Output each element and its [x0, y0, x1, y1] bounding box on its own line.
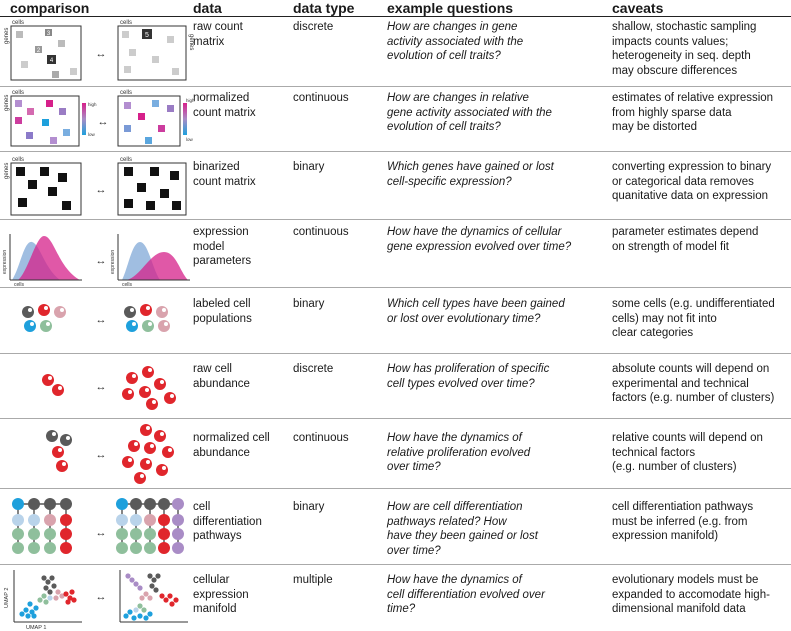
nucleus: [168, 448, 172, 452]
nucleus: [164, 322, 168, 326]
cell: [158, 514, 170, 526]
differentiation-pathways-figure: [0, 490, 192, 564]
nucleus: [145, 388, 149, 392]
caveat: relative counts will depend on technical factors (e.g. number of clusters): [612, 432, 763, 473]
matrix-cell: [59, 108, 66, 115]
example-question: Which genes have gained or lost cell-specific expression?: [387, 161, 554, 188]
nucleus: [160, 380, 164, 384]
umap2-label: UMAP 2: [4, 587, 10, 608]
nucleus: [128, 458, 132, 462]
cell: [12, 528, 24, 540]
cell: [126, 320, 138, 332]
cell: [172, 498, 184, 510]
nucleus: [152, 400, 156, 404]
nucleus: [66, 436, 70, 440]
nucleus: [44, 306, 48, 310]
data-type: continuous: [293, 92, 349, 104]
compare-arrow-icon: ↔: [95, 591, 107, 603]
cell-cluster-right: [124, 304, 170, 332]
nucleus: [130, 308, 134, 312]
compare-arrow-icon: ↔: [95, 449, 107, 461]
matrix-cell: [63, 129, 70, 136]
matrix-cell: [52, 71, 59, 78]
nucleus: [132, 374, 136, 378]
caveat: shallow, stochastic sampling impacts counts values; heterogeneity in seq. depth may obscure differences: [612, 21, 757, 77]
cell: [44, 514, 56, 526]
genes-label: genes: [4, 162, 10, 179]
umap-points-right: [123, 573, 178, 620]
scale-low-label: low: [88, 132, 95, 137]
caveat: absolute counts will depend on experimental and technical factors (e.g. number of clusters): [612, 363, 775, 404]
row-divider: [0, 418, 791, 419]
matrix-cell: [124, 167, 133, 176]
matrix-cell: [62, 201, 71, 210]
binarized-count-matrix-figure: [0, 153, 192, 219]
matrix-cell: [28, 180, 37, 189]
cell: [28, 528, 40, 540]
count-value: 5: [145, 32, 149, 39]
matrix-cell: [160, 189, 169, 198]
cell: [140, 424, 152, 436]
expression-axis-label: expression: [2, 249, 8, 274]
normalized-abundance-figure: [0, 420, 192, 488]
nucleus: [52, 432, 56, 436]
cell: [126, 372, 138, 384]
cell: [128, 440, 140, 452]
cell: [44, 542, 56, 554]
nucleus: [140, 474, 144, 478]
matrix-cell: [50, 137, 57, 144]
matrix-cell: [15, 100, 22, 107]
nucleus: [62, 462, 66, 466]
header-data-type: data type: [293, 0, 355, 16]
matrix-cell: [18, 198, 27, 207]
matrix-cell: [122, 31, 129, 38]
caveat: parameter estimates depend on strength of model fit: [612, 226, 759, 253]
nucleus: [58, 448, 62, 452]
data-label: raw count matrix: [193, 21, 243, 48]
umap-points-left: [19, 575, 76, 618]
data-label: raw cell abundance: [193, 363, 250, 390]
cells-label: cells: [12, 157, 25, 163]
expression-axis-label: expression: [110, 249, 116, 274]
cell: [38, 304, 50, 316]
cell: [40, 320, 52, 332]
umap-manifold-figure: [0, 566, 192, 631]
cell: [164, 392, 176, 404]
header-example-questions: example questions: [387, 0, 514, 16]
cell: [162, 446, 174, 458]
red-cells-right: [122, 366, 176, 410]
genes-label: genes: [4, 27, 10, 44]
cell: [116, 542, 128, 554]
compare-arrow-icon: ↔: [95, 184, 107, 196]
compare-arrow-icon: ↔: [97, 116, 109, 128]
cell: [12, 498, 24, 510]
nucleus: [48, 376, 52, 380]
genes-label: genes: [188, 34, 194, 51]
nucleus: [146, 460, 150, 464]
compare-arrow-icon: ↔: [95, 527, 107, 539]
lineage-tree-left: [18, 504, 66, 548]
umap1-label: UMAP 1: [26, 625, 47, 631]
cells-right: [122, 424, 174, 484]
matrix-cell: [146, 201, 155, 210]
nucleus: [128, 390, 132, 394]
labeled-populations-figure: [0, 290, 192, 352]
compare-arrow-icon: ↔: [95, 255, 107, 267]
cell: [44, 528, 56, 540]
data-label: expression model parameters: [193, 226, 252, 267]
matrix-cell: [167, 36, 174, 43]
matrix-cell: [124, 102, 131, 109]
matrix-cell: [21, 61, 28, 68]
caveat: converting expression to binary or categorical data removes quanitative data on expression: [612, 161, 772, 202]
nucleus: [160, 432, 164, 436]
cell: [156, 464, 168, 476]
header-comparison: comparison: [10, 0, 90, 16]
row-divider: [0, 564, 791, 565]
cell: [144, 442, 156, 454]
nucleus: [146, 306, 150, 310]
cell: [22, 306, 34, 318]
count-value: 3: [46, 31, 51, 37]
example-question: How have the dynamics of cellular gene expression evolved over time?: [387, 226, 572, 253]
data-type: discrete: [293, 21, 334, 33]
data-label: labeled cell populations: [193, 298, 252, 325]
cell: [54, 306, 66, 318]
cells-label: cells: [120, 157, 133, 163]
example-question: How are changes in gene activity associated with the evolution of cell traits?: [387, 21, 524, 62]
matrix-cell: [172, 201, 181, 210]
cell: [144, 514, 156, 526]
cell: [130, 498, 142, 510]
lineage-cells-right: [116, 498, 184, 554]
cell: [116, 528, 128, 540]
cell: [130, 542, 142, 554]
cell: [28, 498, 40, 510]
genes-label: genes: [4, 94, 10, 111]
cell: [116, 498, 128, 510]
data-type: continuous: [293, 432, 349, 444]
data-label: cell differentiation pathways: [193, 501, 262, 542]
cell: [52, 446, 64, 458]
cell: [122, 456, 134, 468]
data-type: binary: [293, 298, 325, 310]
cell: [154, 378, 166, 390]
data-label: binarized count matrix: [193, 161, 256, 188]
matrix-cell: [16, 31, 23, 38]
row-divider: [0, 151, 791, 152]
raw-count-matrix-figure: [0, 16, 192, 84]
matrix-cell: [124, 199, 133, 208]
cell: [172, 528, 184, 540]
data-label: normalized count matrix: [193, 92, 256, 119]
cell: [12, 514, 24, 526]
cells-label: cells: [12, 90, 25, 96]
cell: [46, 430, 58, 442]
nucleus: [60, 308, 64, 312]
color-scale-bar: [82, 103, 86, 135]
example-question: How have the dynamics of cell differentiation evolved over time?: [387, 574, 545, 615]
matrix-cell: [58, 173, 67, 182]
data-label: cellular expression manifold: [193, 574, 249, 615]
data-type: discrete: [293, 363, 334, 375]
data-type: binary: [293, 161, 325, 173]
cell: [28, 542, 40, 554]
caveat: estimates of relative expression from highly sparse data may be distorted: [612, 92, 774, 133]
nucleus: [30, 322, 34, 326]
header-data: data: [193, 0, 222, 16]
cell: [124, 306, 136, 318]
caveat: evolutionary models must be expanded to accomodate high- dimensional manifold data: [612, 574, 770, 615]
cell: [158, 320, 170, 332]
cell: [60, 528, 72, 540]
scale-low-label: low: [186, 137, 193, 142]
cell: [56, 460, 68, 472]
cell-cluster-left: [22, 304, 66, 332]
cell: [142, 320, 154, 332]
cell: [158, 542, 170, 554]
cell: [116, 514, 128, 526]
nucleus: [148, 322, 152, 326]
cell: [142, 366, 154, 378]
cell: [130, 514, 142, 526]
cell: [24, 320, 36, 332]
cell: [52, 384, 64, 396]
matrix-cell: [124, 125, 131, 132]
nucleus: [150, 444, 154, 448]
nucleus: [46, 322, 50, 326]
cell: [60, 434, 72, 446]
compare-arrow-icon: ↔: [95, 381, 107, 393]
matrix-cell: [145, 137, 152, 144]
cell: [130, 528, 142, 540]
cell: [60, 498, 72, 510]
cell: [158, 528, 170, 540]
nucleus: [58, 386, 62, 390]
example-question: How have the dynamics of relative proliferation evolved over time?: [387, 432, 531, 473]
lineage-cells-left: [12, 498, 72, 554]
example-question: How has proliferation of specific cell types evolved over time?: [387, 363, 550, 390]
cells-axis-label: cells: [122, 282, 133, 288]
cell: [139, 386, 151, 398]
example-question: How are changes in relative gene activity associated with the evolution of cell traits?: [387, 92, 552, 133]
matrix-cell: [150, 167, 159, 176]
cell: [144, 542, 156, 554]
data-label: normalized cell abundance: [193, 432, 270, 459]
header-caveats: caveats: [612, 0, 664, 16]
cell: [158, 498, 170, 510]
matrix-cell: [42, 119, 49, 126]
matrix-cell: [129, 49, 136, 56]
nucleus: [132, 322, 136, 326]
matrix-cell: [40, 167, 49, 176]
data-type: multiple: [293, 574, 333, 586]
cells-label: cells: [12, 20, 25, 26]
matrix-cell: [58, 40, 65, 47]
matrix-cell: [172, 68, 179, 75]
matrix-cell: [46, 100, 53, 107]
compare-arrow-icon: ↔: [95, 314, 107, 326]
row-divider: [0, 219, 791, 220]
count-value: 4: [49, 58, 54, 64]
cell: [146, 398, 158, 410]
matrix-cell: [137, 183, 146, 192]
scale-high-label: high: [186, 98, 195, 103]
example-question: Which cell types have been gained or lost over evolutionary time?: [387, 298, 565, 325]
matrix-cell: [16, 167, 25, 176]
matrix-cell: [138, 113, 145, 120]
row-divider: [0, 353, 791, 354]
matrix-cell: [27, 108, 34, 115]
data-type: binary: [293, 501, 325, 513]
cell: [42, 374, 54, 386]
example-question: How are cell differentiation pathways related? How have they been gained or lost over time?: [387, 501, 538, 557]
cells-axis-label: cells: [14, 282, 25, 288]
matrix-cell: [26, 132, 33, 139]
cell: [144, 498, 156, 510]
expression-model-figure: [0, 228, 192, 288]
matrix-cell: [158, 125, 165, 132]
matrix-cell: [170, 171, 179, 180]
cell: [60, 514, 72, 526]
matrix-cell: [15, 117, 22, 124]
cell: [28, 514, 40, 526]
cell: [172, 542, 184, 554]
nucleus: [28, 308, 32, 312]
cell: [144, 528, 156, 540]
nucleus: [146, 426, 150, 430]
red-cells-left: [42, 374, 64, 396]
cell: [156, 306, 168, 318]
cell: [12, 542, 24, 554]
matrix-cell: [152, 56, 159, 63]
matrix-cell: [124, 66, 131, 73]
cells-label: cells: [120, 90, 133, 96]
nucleus: [162, 308, 166, 312]
raw-abundance-figure: [0, 356, 192, 418]
row-divider: [0, 488, 791, 489]
normalized-count-matrix-figure: [0, 87, 195, 151]
cell: [134, 472, 146, 484]
cell: [140, 458, 152, 470]
cell: [140, 304, 152, 316]
caveat: some cells (e.g. undifferentiated cells) may not fit into clear categories: [612, 298, 775, 339]
count-value: 2: [36, 48, 41, 54]
matrix-cell: [152, 100, 159, 107]
matrix-cell: [70, 68, 77, 75]
cell: [122, 388, 134, 400]
nucleus: [170, 394, 174, 398]
cells-left: [46, 430, 72, 472]
cell: [154, 430, 166, 442]
matrix-cell: [48, 187, 57, 196]
nucleus: [162, 466, 166, 470]
cell: [172, 514, 184, 526]
color-scale-bar: [183, 103, 187, 135]
scale-high-label: high: [88, 102, 97, 107]
cells-label: cells: [120, 20, 133, 26]
data-type: continuous: [293, 226, 349, 238]
nucleus: [134, 442, 138, 446]
nucleus: [148, 368, 152, 372]
cell: [44, 498, 56, 510]
compare-arrow-icon: ↔: [95, 48, 107, 60]
matrix-cell: [167, 105, 174, 112]
caveat: cell differentiation pathways must be inferred (e.g. from expression manifold): [612, 501, 754, 542]
cell: [60, 542, 72, 554]
